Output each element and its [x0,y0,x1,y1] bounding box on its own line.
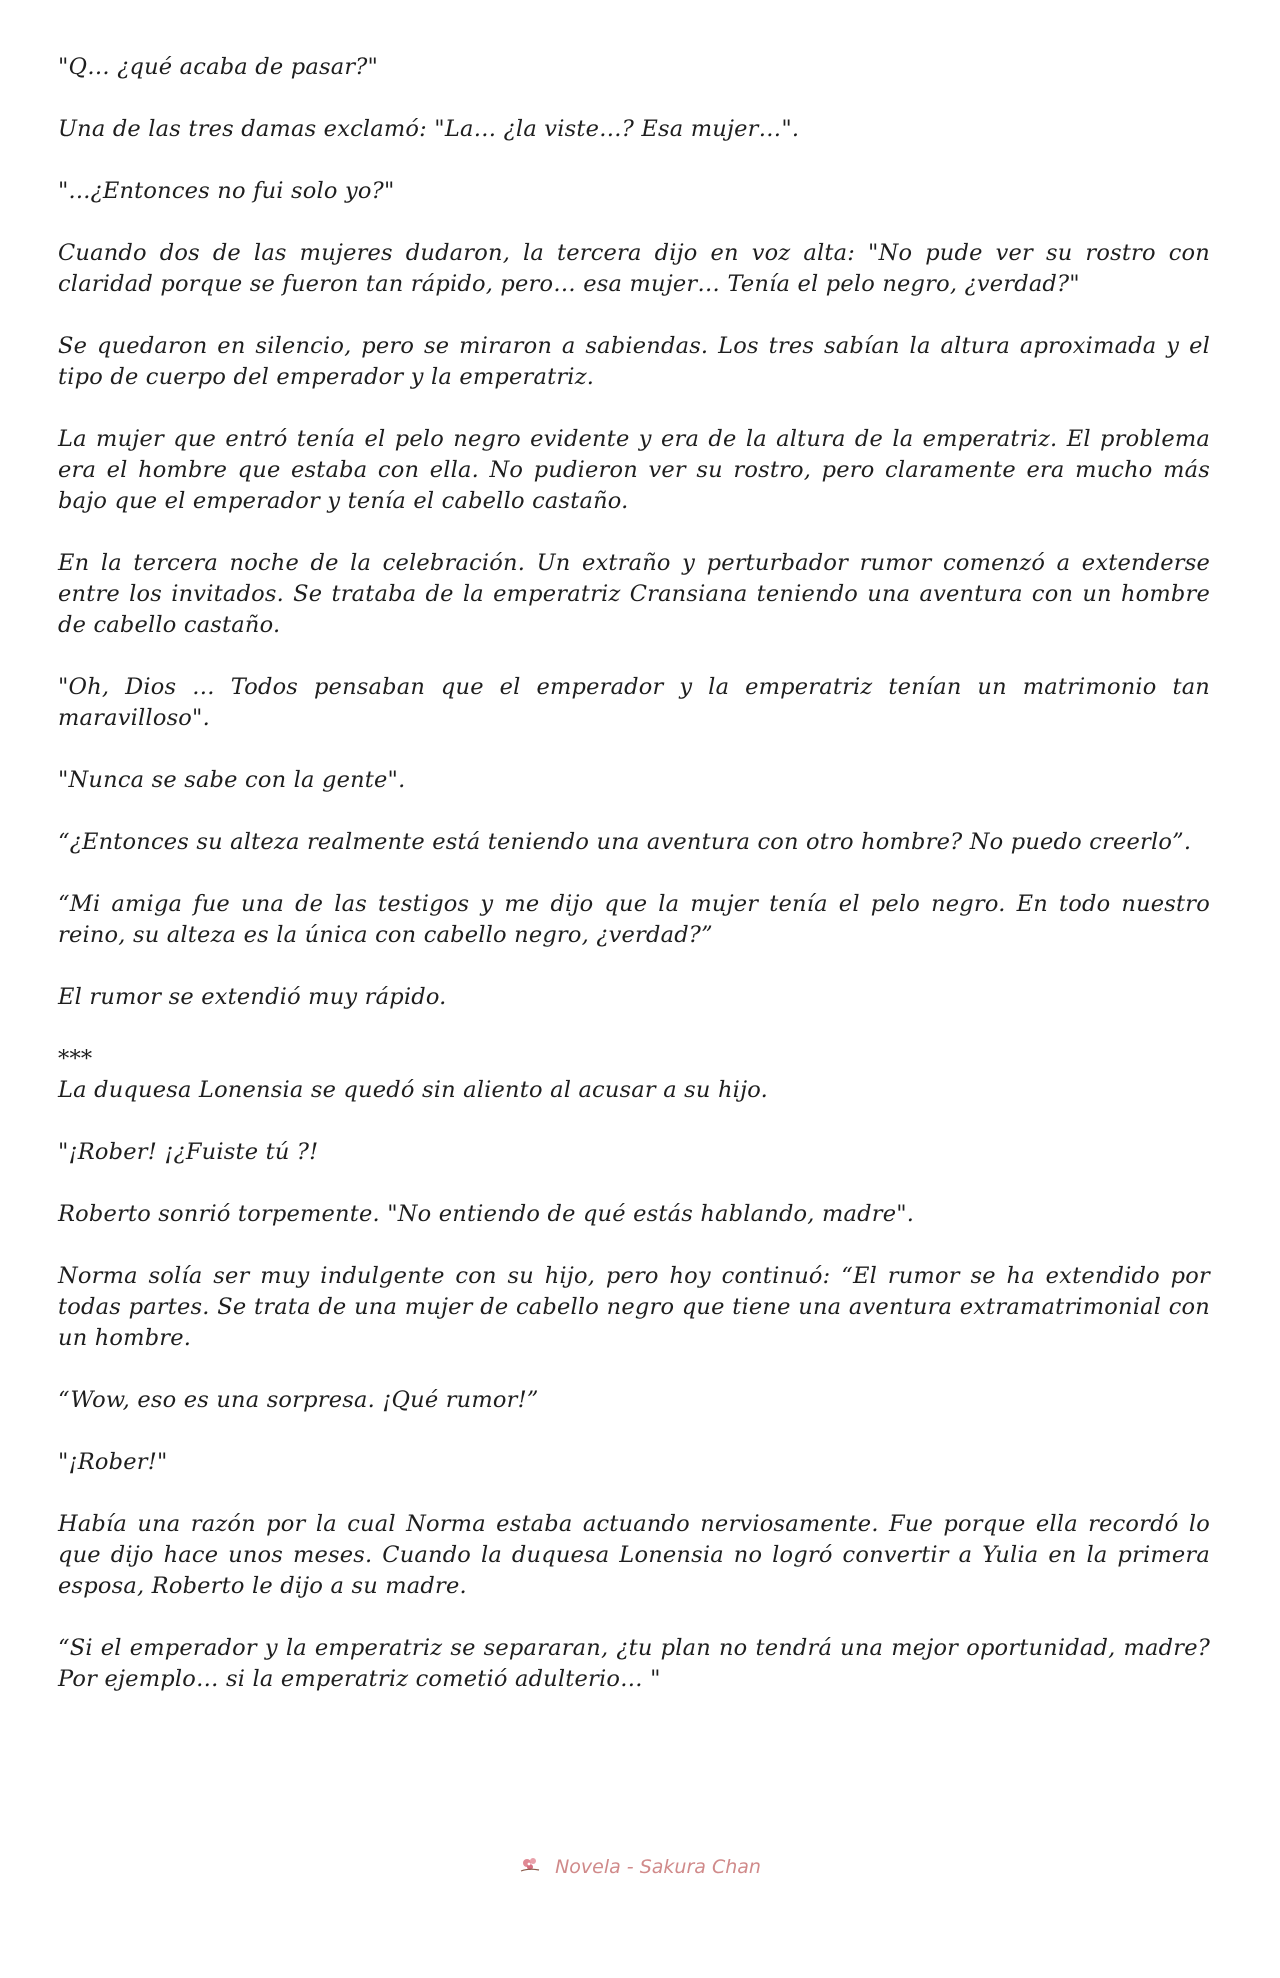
scene-break: *** [58,1046,93,1072]
paragraph-11: “Mi amiga fue una de las testigos y me dijo que la mujer tenía el pelo negro. En todo nuestro reino, su alteza es la única con cabello negro, ¿verdad?” [58,891,1210,948]
paragraph-7: En la tercera noche de la celebración. Un extraño y perturbador rumor comenzó a extenderse entre los invitados. Se trataba de la emperatriz Cransiana teniendo una aventura con un hombre de cabello castaño. [58,550,1210,638]
paragraph-2: Una de las tres damas exclamó: "La… ¿la viste…? Esa mujer…". [58,116,800,142]
paragraph-13: La duquesa Lonensia se quedó sin aliento al acusar a su hijo. [58,1077,768,1103]
paragraph-17: “Wow, eso es una sorpresa. ¡Qué rumor!” [58,1387,539,1413]
paragraph-4: Cuando dos de las mujeres dudaron, la tercera dijo en voz alta: "No pude ver su rostro con claridad porque se fueron tan rápido, pero… esa mujer… Tenía el pelo negro, ¿verdad?" [58,240,1210,297]
paragraph-16: Norma solía ser muy indulgente con su hijo, pero hoy continuó: “El rumor se ha extendido por todas partes. Se trata de una mujer de cabello negro que tiene una aventura extramatrimonial con un hombre. [58,1263,1210,1351]
novel-page [58,52,1210,1726]
paragraph-3: "...¿Entonces no fui solo yo?" [58,178,395,204]
paragraph-9: "Nunca se sabe con la gente". [58,767,406,793]
paragraph-12: El rumor se extendió muy rápido. [58,984,447,1010]
paragraph-1: "Q… ¿qué acaba de pasar?" [58,54,379,80]
paragraph-6: La mujer que entró tenía el pelo negro evidente y era de la altura de la emperatriz. El problema era el hombre que estaba con ella. No pudieron ver su rostro, pero claramente era mucho más bajo que el emperador y tenía el cabello castaño. [58,426,1210,514]
paragraph-20: “Si el emperador y la emperatriz se separaran, ¿tu plan no tendrá una mejor oportunidad, madre? Por ejemplo… si la emperatriz cometió adulterio… " [58,1635,1210,1692]
paragraph-15: Roberto sonrió torpemente. "No entiendo de qué estás hablando, madre". [58,1201,915,1227]
watermark [0,1856,1280,1879]
sakura-flower-icon [519,1856,543,1879]
paragraph-14: "¡Rober! ¡¿Fuiste tú ?! [58,1139,319,1165]
paragraph-18: "¡Rober!" [58,1449,168,1475]
paragraph-8: "Oh, Dios … Todos pensaban que el emperador y la emperatriz tenían un matrimonio tan maravilloso". [58,674,1210,731]
paragraph-10: “¿Entonces su alteza realmente está teniendo una aventura con otro hombre? No puedo creerlo”. [58,829,1192,855]
paragraph-5: Se quedaron en silencio, pero se miraron a sabiendas. Los tres sabían la altura aproximada y el tipo de cuerpo del emperador y la emperatriz. [58,333,1210,390]
watermark-text: Novela - Sakura Chan [555,1856,761,1878]
paragraph-19: Había una razón por la cual Norma estaba actuando nerviosamente. Fue porque ella recordó lo que dijo hace unos meses. Cuando la duquesa Lonensia no logró convertir a Yulia en la primera esposa, Roberto le dijo a su madre. [58,1511,1210,1599]
